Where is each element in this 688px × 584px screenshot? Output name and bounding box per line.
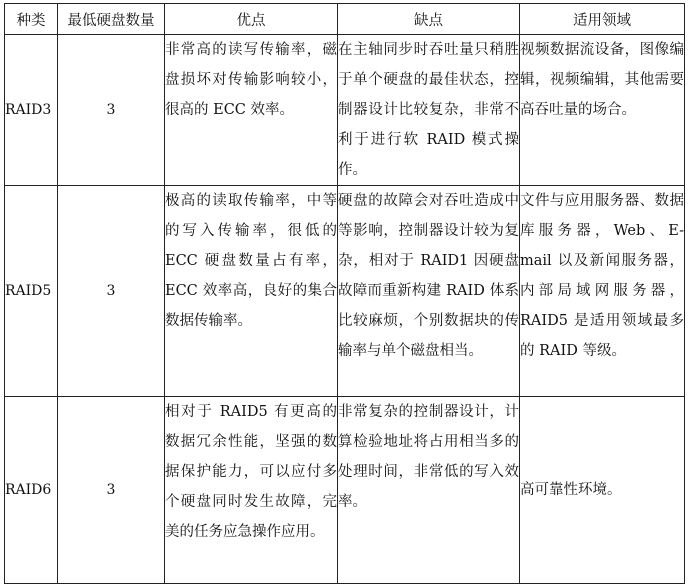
cell-use: 视频数据流设备，图像编辑，视频编辑，其他需要高吞吐量的场合。 bbox=[520, 35, 685, 186]
cell-type: RAID6 bbox=[5, 397, 58, 584]
cell-pros: 相对于 RAID5 有更高的数据冗余性能，坚强的数据保护能力，可以应付多个硬盘同时发生故障，完美的任务应急操作应用。 bbox=[165, 397, 338, 584]
cell-min-disks: 3 bbox=[58, 397, 165, 584]
header-min-disks: 最低硬盘数量 bbox=[58, 4, 165, 35]
table-row-raid5 bbox=[5, 186, 685, 397]
cell-type: RAID5 bbox=[5, 186, 58, 397]
header-use: 适用领域 bbox=[520, 4, 685, 35]
cell-pros: 非常高的读写传输率，磁盘损坏对传输影响较小，很高的 ECC 效率。 bbox=[165, 35, 338, 186]
cell-cons: 硬盘的故障会对吞吐造成中等影响，控制器设计较为复杂，相对于 RAID1 因硬盘故障而重新构建 RAID 体系比较麻烦，个别数据块的传输率与单个磁盘相当。 bbox=[338, 186, 520, 397]
cell-pros: 极高的读取传输率，中等的写入传输率，很低的 ECC 硬盘数量占有率，ECC 效率高，良好的集合数据传输率。 bbox=[165, 186, 338, 397]
table-row-raid3 bbox=[5, 35, 685, 186]
cell-cons: 在主轴同步时吞吐量只稍胜于单个硬盘的最佳状态，控制器设计比较复杂，非常不利于进行软 RAID 模式操作。 bbox=[338, 35, 520, 186]
cell-use: 高可靠性环境。 bbox=[520, 397, 685, 584]
table-header bbox=[5, 4, 685, 35]
cell-min-disks: 3 bbox=[58, 186, 165, 397]
cell-type: RAID3 bbox=[5, 35, 58, 186]
header-cons: 缺点 bbox=[338, 4, 520, 35]
cell-use: 文件与应用服务器、数据库服务器，Web、E-mail 以及新闻服务器，内部局域网服务器，RAID5 是适用领域最多的 RAID 等级。 bbox=[520, 186, 685, 397]
header-row bbox=[5, 4, 685, 35]
raid-comparison-table bbox=[4, 3, 685, 584]
header-type: 种类 bbox=[5, 4, 58, 35]
header-pros: 优点 bbox=[165, 4, 338, 35]
cell-cons: 非常复杂的控制器设计，计算检验地址将占用相当多的处理时间，非常低的写入效率。 bbox=[338, 397, 520, 584]
table-row-raid6 bbox=[5, 397, 685, 584]
cell-min-disks: 3 bbox=[58, 35, 165, 186]
